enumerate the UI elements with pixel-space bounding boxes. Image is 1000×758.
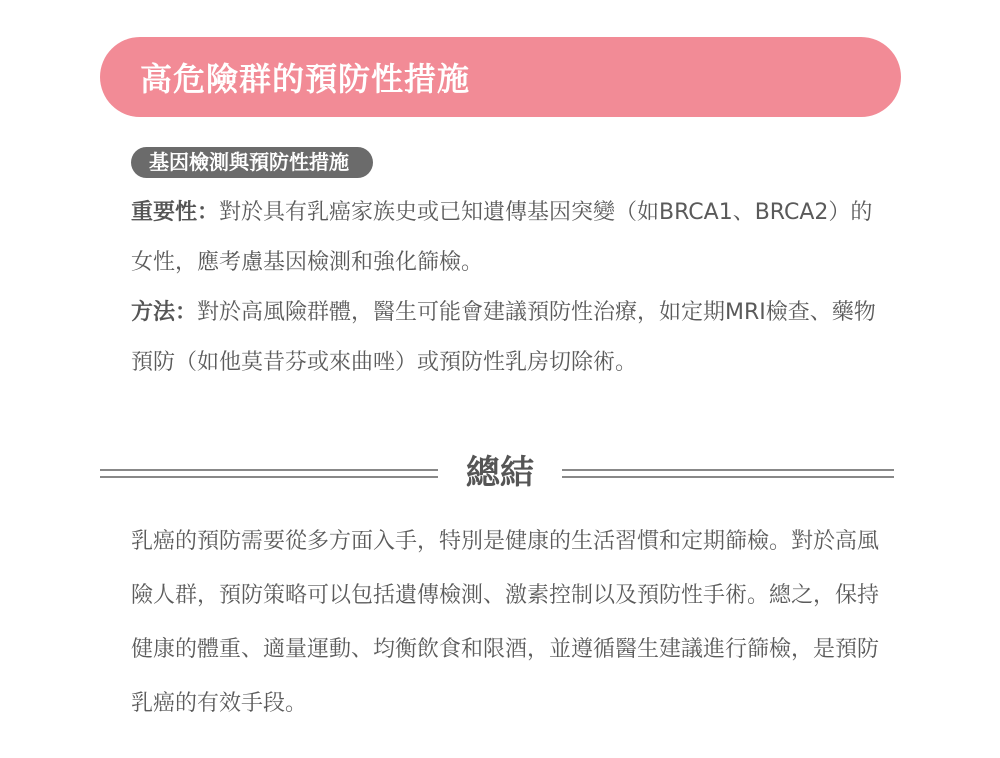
method-label: 方法： bbox=[131, 300, 198, 325]
importance-paragraph bbox=[131, 188, 891, 288]
importance-text: 對於具有乳癌家族史或已知遺傳基因突變（如BRCA1、BRCA2）的女性，應考慮基因檢測和強化篩檢。 bbox=[131, 200, 873, 275]
method-paragraph bbox=[131, 288, 891, 388]
section-header-title: 高危險群的預防性措施 bbox=[140, 60, 471, 98]
summary-divider-left bbox=[100, 469, 438, 478]
summary-paragraph: 乳癌的預防需要從多方面入手，特別是健康的生活習慣和定期篩檢。對於高風險人群，預防策略可以包括遺傳檢測、激素控制以及預防性手術。總之，保持健康的體重、適量運動、均衡飲食和限酒，並遵循醫生建議進行篩檢，是預防乳癌的有效手段。 bbox=[131, 529, 880, 716]
summary-heading: 總結 bbox=[466, 453, 534, 493]
summary-divider-right bbox=[562, 469, 894, 478]
importance-label: 重要性： bbox=[131, 200, 220, 225]
subsection-badge: 基因檢測與預防性措施 bbox=[131, 147, 373, 178]
section-header-banner bbox=[100, 37, 901, 117]
prevention-measures-content bbox=[131, 188, 891, 388]
method-text: 對於高風險群體，醫生可能會建議預防性治療，如定期MRI檢查、藥物預防（如他莫昔芬或來曲唑）或預防性乳房切除術。 bbox=[131, 300, 876, 375]
